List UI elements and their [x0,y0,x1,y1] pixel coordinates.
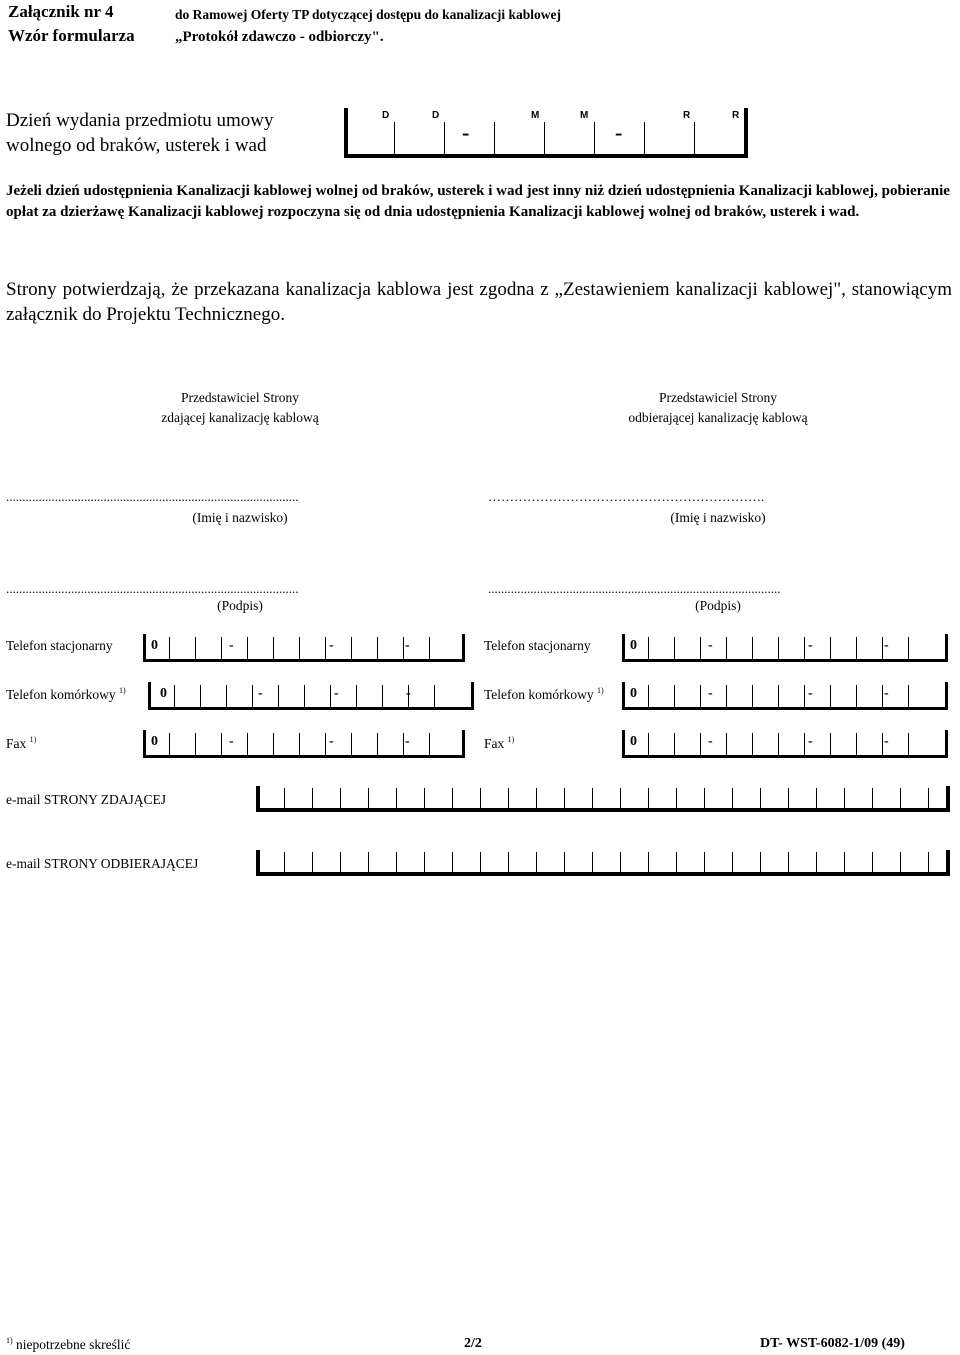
header-right [175,4,561,48]
box-divider [536,852,537,872]
box-divider [648,733,649,755]
box-divider [221,637,222,659]
box-divider [356,685,357,707]
left-landline-label: Telefon stacjonarny [6,638,113,653]
box-divider [403,733,404,755]
box-frame [143,634,465,662]
offer-reference: do Ramowej Oferty TP dotyczącej dostępu do kanalizacji kablowej [175,7,561,22]
right-fax-field[interactable] [622,730,948,758]
page-number: 2/2 [464,1336,482,1351]
confirmation-clause: Strony potwierdzają, że przekazana kanalizacja kablowa jest zgodna z „Zestawieniem kanalizacji kablowej", stanowiącym załącznik do Projektu Technicznego. [6,279,952,325]
box-divider [778,733,779,755]
box-divider [429,637,430,659]
box-divider [368,788,369,808]
box-divider [195,637,196,659]
phone-dash: - [229,638,234,653]
box-divider [726,637,727,659]
box-divider [592,788,593,808]
box-divider [351,733,352,755]
left-fax-label [6,735,36,752]
box-frame [622,730,948,758]
box-divider [247,733,248,755]
date-box-divider [444,122,445,156]
mobile-label-text: Telefon komórkowy [6,687,116,702]
right-landline-label: Telefon stacjonarny [484,638,591,653]
date-box-divider [494,122,495,156]
footnote-mark: 1) [6,1336,13,1345]
box-divider [752,637,753,659]
right-fax-label [484,735,514,752]
right-signature-line[interactable]: .......................................................................................... [488,581,781,596]
box-divider [844,852,845,872]
box-frame [148,682,474,710]
box-divider [928,852,929,872]
box-divider [480,852,481,872]
box-divider [816,852,817,872]
box-divider [620,788,621,808]
phone-dash: - [884,734,889,749]
issue-date-field[interactable] [344,108,746,160]
right-party-title-line2: odbierającej kanalizację kablową [628,410,808,425]
box-divider [564,788,565,808]
fax-label-text: Fax [6,736,27,751]
box-divider [221,733,222,755]
box-divider [278,685,279,707]
day-letter: D [432,110,440,121]
box-divider [882,733,883,755]
date-box-divider [694,122,695,156]
month-letter: M [580,110,589,121]
box-divider [247,637,248,659]
box-frame [622,682,948,710]
date-box-divider [594,122,595,156]
prefix-zero: 0 [160,686,167,701]
annex-number: Załącznik nr 4 [8,2,114,21]
box-divider [700,685,701,707]
right-landline-field[interactable] [622,634,948,662]
box-divider [830,733,831,755]
box-divider [252,685,253,707]
box-divider [299,637,300,659]
left-party-title-line1: Przedstawiciel Strony [180,390,300,405]
box-divider [340,852,341,872]
phone-dash: - [708,734,713,749]
mobile-label-text: Telefon komórkowy [484,687,594,702]
left-signature-caption: (Podpis) [217,598,263,613]
box-divider [195,733,196,755]
box-divider [434,685,435,707]
box-divider [508,788,509,808]
footnote-mark: 1) [29,735,37,744]
footnote-mark: 1) [597,686,604,695]
box-divider [325,637,326,659]
box-divider [340,788,341,808]
box-divider [760,852,761,872]
right-name-line[interactable]: ………………………………………………………. [488,489,765,504]
box-divider [273,637,274,659]
box-frame [256,850,950,876]
box-divider [377,733,378,755]
box-divider [908,685,909,707]
box-divider [424,852,425,872]
left-party-title [110,388,370,428]
box-divider [304,685,305,707]
box-divider [844,788,845,808]
box-divider [816,788,817,808]
box-divider [377,637,378,659]
box-divider [508,852,509,872]
box-divider [726,685,727,707]
box-divider [882,637,883,659]
billing-clause: Jeżeli dzień udostępnienia Kanalizacji kablowej wolnej od braków, usterek i wad jest inny niż dzień udostępnienia Kanalizacji kablowej, pobieranie opłat za dzierżawę Kanalizacji kablowej rozpoczyna się od dnia udostępnienia Kanalizacji kablowej wolnej od braków, usterek i wad. [6,183,950,220]
right-signature-caption: (Podpis) [695,598,741,613]
footnote [6,1336,130,1353]
prefix-zero: 0 [151,734,158,749]
box-divider [732,852,733,872]
phone-dash: - [405,734,410,749]
footnote-mark: 1) [119,686,126,695]
date-box-divider [544,122,545,156]
box-divider [830,637,831,659]
handing-email-field[interactable] [256,786,950,812]
box-divider [804,733,805,755]
box-divider [676,788,677,808]
box-divider [174,685,175,707]
box-divider [856,685,857,707]
box-divider [700,733,701,755]
box-divider [872,788,873,808]
month-letter: M [531,110,540,121]
box-divider [368,852,369,872]
phone-dash: - [329,638,334,653]
date-box-divider [644,122,645,156]
box-divider [312,852,313,872]
prefix-zero: 0 [630,734,637,749]
box-divider [804,685,805,707]
handing-email-label: e-mail STRONY ZDAJĄCEJ [6,792,166,807]
box-divider [325,733,326,755]
receiving-email-label: e-mail STRONY ODBIERAJĄCEJ [6,856,199,871]
box-divider [273,733,274,755]
box-divider [536,788,537,808]
box-divider [452,788,453,808]
year-letter: R [732,110,740,121]
protocol-title: „Protokół zdawczo - odbiorczy". [175,29,384,45]
phone-dash: - [329,734,334,749]
box-divider [330,685,331,707]
box-divider [830,685,831,707]
phone-dash: - [708,638,713,653]
box-divider [804,637,805,659]
box-divider [403,637,404,659]
date-separator: - [462,120,470,145]
box-divider [674,733,675,755]
phone-dash: - [808,686,813,701]
box-divider [856,733,857,755]
box-divider [928,788,929,808]
left-name-caption: (Imię i nazwisko) [192,510,288,525]
box-divider [648,788,649,808]
box-divider [429,733,430,755]
issue-date-label: Dzień wydania przedmiotu umowy wolnego od braków, usterek i wad [6,110,274,156]
phone-dash: - [808,638,813,653]
prefix-zero: 0 [151,638,158,653]
box-divider [396,788,397,808]
header-left [8,0,135,48]
box-divider [726,733,727,755]
left-landline-field[interactable] [143,634,465,662]
footnote-mark: 1) [507,735,515,744]
box-divider [396,852,397,872]
box-divider [752,685,753,707]
phone-dash: - [884,638,889,653]
date-box-divider [394,122,395,156]
box-divider [312,788,313,808]
left-mobile-field[interactable] [148,682,474,710]
box-divider [732,788,733,808]
box-divider [900,788,901,808]
box-frame [256,786,950,812]
box-divider [648,852,649,872]
box-frame [622,634,948,662]
box-divider [200,685,201,707]
right-mobile-label [484,686,604,703]
box-divider [592,852,593,872]
right-name-caption: (Imię i nazwisko) [670,510,766,525]
left-name-line[interactable]: .......................................................................................... [6,489,299,504]
date-separator: - [615,120,623,145]
year-letter: R [683,110,691,121]
box-divider [778,685,779,707]
box-divider [299,733,300,755]
right-mobile-field[interactable] [622,682,948,710]
fax-label-text: Fax [484,736,505,751]
phone-dash: - [405,638,410,653]
box-divider [788,852,789,872]
box-divider [872,852,873,872]
phone-dash: - [334,686,339,701]
form-template-label: Wzór formularza [8,26,135,45]
day-letter: D [382,110,390,121]
box-divider [452,852,453,872]
phone-dash: - [229,734,234,749]
box-divider [674,685,675,707]
left-party-title-line2: zdającej kanalizację kablową [161,410,319,425]
phone-dash: - [884,686,889,701]
box-divider [882,685,883,707]
footnote-text: niepotrzebne skreślić [16,1337,131,1352]
box-divider [760,788,761,808]
box-divider [169,733,170,755]
box-divider [564,852,565,872]
box-divider [752,733,753,755]
right-party-title [588,388,848,428]
box-divider [900,852,901,872]
box-frame [143,730,465,758]
phone-dash: - [808,734,813,749]
box-divider [704,788,705,808]
left-fax-field[interactable] [143,730,465,758]
right-party-title-line1: Przedstawiciel Strony [658,390,778,405]
box-divider [856,637,857,659]
box-divider [169,637,170,659]
box-divider [284,852,285,872]
box-divider [908,733,909,755]
box-divider [226,685,227,707]
phone-dash: - [708,686,713,701]
box-divider [778,637,779,659]
box-divider [620,852,621,872]
box-divider [424,788,425,808]
prefix-zero: 0 [630,638,637,653]
box-divider [382,685,383,707]
box-divider [648,637,649,659]
box-divider [674,637,675,659]
box-divider [788,788,789,808]
box-divider [700,637,701,659]
left-signature-line[interactable]: .......................................................................................... [6,581,299,596]
box-divider [908,637,909,659]
box-divider [480,788,481,808]
box-divider [704,852,705,872]
box-divider [676,852,677,872]
document-code: DT- WST-6082-1/09 (49) [760,1336,905,1351]
box-divider [351,637,352,659]
left-mobile-label [6,686,126,703]
box-divider [284,788,285,808]
box-divider [648,685,649,707]
prefix-zero: 0 [630,686,637,701]
phone-dash: - [258,686,263,701]
phone-dash: - [406,686,411,701]
receiving-email-field[interactable] [256,850,950,876]
